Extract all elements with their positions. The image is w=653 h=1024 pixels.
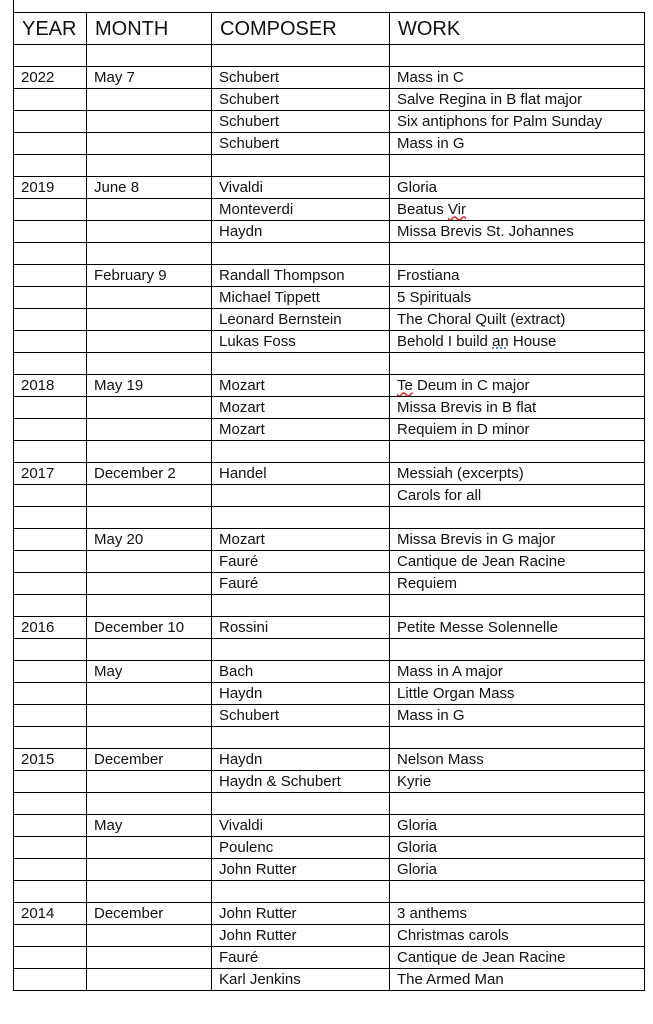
- work-cell: Gloria: [390, 837, 645, 859]
- year-cell: [14, 221, 87, 243]
- table-row: [14, 551, 645, 573]
- month-cell: May: [87, 661, 212, 683]
- year-cell: 2014: [14, 903, 87, 925]
- header-month: MONTH: [87, 13, 212, 45]
- year-cell: [14, 419, 87, 441]
- year-cell: 2018: [14, 375, 87, 397]
- work-cell: [390, 353, 645, 375]
- year-cell: [14, 287, 87, 309]
- work-cell: Te Deum in C major: [390, 375, 645, 397]
- work-cell: Cantique de Jean Racine: [390, 551, 645, 573]
- month-cell: May: [87, 815, 212, 837]
- work-cell: Missa Brevis in B flat: [390, 397, 645, 419]
- year-cell: [14, 89, 87, 111]
- composer-cell: Haydn: [212, 749, 390, 771]
- table-row: [14, 243, 645, 265]
- work-cell: [390, 881, 645, 903]
- composer-cell: Fauré: [212, 551, 390, 573]
- composer-cell: Schubert: [212, 133, 390, 155]
- year-cell: 2017: [14, 463, 87, 485]
- month-cell: December: [87, 749, 212, 771]
- year-cell: [14, 947, 87, 969]
- work-cell: [390, 595, 645, 617]
- year-cell: [14, 705, 87, 727]
- table-row: [14, 221, 645, 243]
- month-cell: [87, 89, 212, 111]
- year-cell: 2015: [14, 749, 87, 771]
- composer-cell: [212, 353, 390, 375]
- year-cell: [14, 331, 87, 353]
- work-cell: [390, 507, 645, 529]
- year-cell: [14, 661, 87, 683]
- work-cell: Six antiphons for Palm Sunday: [390, 111, 645, 133]
- table-row: [14, 749, 645, 771]
- work-cell: Christmas carols: [390, 925, 645, 947]
- table-row: [14, 529, 645, 551]
- table-row: [14, 375, 645, 397]
- month-cell: [87, 353, 212, 375]
- month-cell: [87, 771, 212, 793]
- year-cell: [14, 353, 87, 375]
- composer-cell: Michael Tippett: [212, 287, 390, 309]
- table-row: [14, 353, 645, 375]
- month-cell: [87, 111, 212, 133]
- table-row: [14, 705, 645, 727]
- work-cell: Mass in A major: [390, 661, 645, 683]
- composer-cell: [212, 881, 390, 903]
- work-cell: [390, 639, 645, 661]
- composer-cell: [212, 595, 390, 617]
- month-cell: May 19: [87, 375, 212, 397]
- year-cell: [14, 133, 87, 155]
- year-cell: [14, 265, 87, 287]
- composer-cell: Monteverdi: [212, 199, 390, 221]
- month-cell: [87, 309, 212, 331]
- composer-cell: Schubert: [212, 67, 390, 89]
- table-row: [14, 89, 645, 111]
- month-cell: [87, 683, 212, 705]
- year-cell: [14, 595, 87, 617]
- year-cell: [14, 485, 87, 507]
- work-cell: Kyrie: [390, 771, 645, 793]
- month-cell: [87, 551, 212, 573]
- composer-cell: Vivaldi: [212, 177, 390, 199]
- year-cell: [14, 727, 87, 749]
- table-top-edge: [13, 0, 14, 12]
- composer-cell: John Rutter: [212, 903, 390, 925]
- month-cell: May 20: [87, 529, 212, 551]
- year-cell: [14, 815, 87, 837]
- work-cell: Nelson Mass: [390, 749, 645, 771]
- month-cell: [87, 837, 212, 859]
- table-row: [14, 265, 645, 287]
- month-cell: [87, 397, 212, 419]
- work-cell: [390, 45, 645, 67]
- year-cell: [14, 243, 87, 265]
- composer-cell: [212, 243, 390, 265]
- year-cell: [14, 155, 87, 177]
- composer-cell: Fauré: [212, 573, 390, 595]
- table-row: [14, 507, 645, 529]
- table-row: [14, 881, 645, 903]
- composer-cell: [212, 639, 390, 661]
- composer-cell: [212, 155, 390, 177]
- year-cell: [14, 837, 87, 859]
- composer-cell: John Rutter: [212, 925, 390, 947]
- month-cell: [87, 969, 212, 991]
- year-cell: [14, 111, 87, 133]
- year-cell: [14, 969, 87, 991]
- table-row: [14, 771, 645, 793]
- table-row: [14, 969, 645, 991]
- composer-cell: Schubert: [212, 705, 390, 727]
- month-cell: [87, 441, 212, 463]
- month-cell: [87, 419, 212, 441]
- month-cell: [87, 947, 212, 969]
- composer-cell: [212, 507, 390, 529]
- table-row: [14, 573, 645, 595]
- table-row: [14, 595, 645, 617]
- table-row: [14, 903, 645, 925]
- year-cell: [14, 683, 87, 705]
- year-cell: 2022: [14, 67, 87, 89]
- month-cell: [87, 925, 212, 947]
- month-cell: [87, 595, 212, 617]
- table-row: [14, 617, 645, 639]
- work-cell: Cantique de Jean Racine: [390, 947, 645, 969]
- header-composer: COMPOSER: [212, 13, 390, 45]
- table-row: [14, 793, 645, 815]
- composer-cell: Mozart: [212, 529, 390, 551]
- table-row: [14, 397, 645, 419]
- table-row: [14, 133, 645, 155]
- year-cell: [14, 859, 87, 881]
- month-cell: [87, 705, 212, 727]
- month-cell: [87, 287, 212, 309]
- work-cell: Beatus Vir: [390, 199, 645, 221]
- composer-cell: Lukas Foss: [212, 331, 390, 353]
- work-cell: Petite Messe Solennelle: [390, 617, 645, 639]
- month-cell: June 8: [87, 177, 212, 199]
- table-row: [14, 419, 645, 441]
- composer-cell: Leonard Bernstein: [212, 309, 390, 331]
- composer-cell: [212, 727, 390, 749]
- work-cell: [390, 793, 645, 815]
- year-cell: [14, 771, 87, 793]
- month-cell: [87, 243, 212, 265]
- table-row: [14, 155, 645, 177]
- table-row: [14, 45, 645, 67]
- table-row: [14, 111, 645, 133]
- work-cell: Requiem in D minor: [390, 419, 645, 441]
- composer-cell: Haydn & Schubert: [212, 771, 390, 793]
- year-cell: [14, 925, 87, 947]
- work-cell: Missa Brevis St. Johannes: [390, 221, 645, 243]
- month-cell: May 7: [87, 67, 212, 89]
- table-row: [14, 441, 645, 463]
- table-row: [14, 859, 645, 881]
- work-cell: [390, 155, 645, 177]
- table-row: [14, 683, 645, 705]
- work-cell: Frostiana: [390, 265, 645, 287]
- work-cell: Mass in G: [390, 705, 645, 727]
- work-cell: The Armed Man: [390, 969, 645, 991]
- month-cell: [87, 573, 212, 595]
- composer-cell: Schubert: [212, 89, 390, 111]
- work-cell: Behold I build an House: [390, 331, 645, 353]
- month-cell: December 10: [87, 617, 212, 639]
- header-row: [14, 13, 645, 45]
- table-row: [14, 815, 645, 837]
- year-cell: [14, 441, 87, 463]
- year-cell: [14, 529, 87, 551]
- year-cell: 2019: [14, 177, 87, 199]
- composer-cell: John Rutter: [212, 859, 390, 881]
- year-cell: [14, 199, 87, 221]
- composer-cell: Haydn: [212, 221, 390, 243]
- work-cell: Mass in G: [390, 133, 645, 155]
- composer-cell: Rossini: [212, 617, 390, 639]
- month-cell: [87, 133, 212, 155]
- year-cell: [14, 573, 87, 595]
- month-cell: [87, 793, 212, 815]
- work-cell: Requiem: [390, 573, 645, 595]
- month-cell: [87, 45, 212, 67]
- month-cell: [87, 859, 212, 881]
- composer-cell: Poulenc: [212, 837, 390, 859]
- year-cell: [14, 881, 87, 903]
- year-cell: [14, 397, 87, 419]
- table-row: [14, 485, 645, 507]
- year-cell: 2016: [14, 617, 87, 639]
- composer-cell: [212, 441, 390, 463]
- work-cell: 5 Spirituals: [390, 287, 645, 309]
- year-cell: [14, 639, 87, 661]
- table-row: [14, 661, 645, 683]
- composer-cell: [212, 45, 390, 67]
- year-cell: [14, 507, 87, 529]
- work-cell: [390, 727, 645, 749]
- composer-cell: [212, 485, 390, 507]
- month-cell: [87, 881, 212, 903]
- work-cell: 3 anthems: [390, 903, 645, 925]
- composer-cell: Karl Jenkins: [212, 969, 390, 991]
- table-row: [14, 837, 645, 859]
- table-row: [14, 177, 645, 199]
- table-row: [14, 727, 645, 749]
- work-cell: Missa Brevis in G major: [390, 529, 645, 551]
- month-cell: [87, 199, 212, 221]
- table-row: [14, 639, 645, 661]
- table-row: [14, 287, 645, 309]
- month-cell: [87, 155, 212, 177]
- table-row: [14, 463, 645, 485]
- month-cell: December 2: [87, 463, 212, 485]
- composer-cell: Fauré: [212, 947, 390, 969]
- work-cell: Gloria: [390, 859, 645, 881]
- work-cell: The Choral Quilt (extract): [390, 309, 645, 331]
- work-cell: Carols for all: [390, 485, 645, 507]
- work-cell: Gloria: [390, 177, 645, 199]
- table-row: [14, 199, 645, 221]
- composer-cell: [212, 793, 390, 815]
- month-cell: December: [87, 903, 212, 925]
- work-cell: [390, 441, 645, 463]
- work-cell: Mass in C: [390, 67, 645, 89]
- composer-cell: Mozart: [212, 375, 390, 397]
- composer-cell: Bach: [212, 661, 390, 683]
- composer-cell: Handel: [212, 463, 390, 485]
- table-row: [14, 309, 645, 331]
- table-row: [14, 67, 645, 89]
- year-cell: [14, 793, 87, 815]
- table-row: [14, 947, 645, 969]
- month-cell: [87, 639, 212, 661]
- spellcheck-underline: an: [492, 332, 509, 350]
- work-cell: Salve Regina in B flat major: [390, 89, 645, 111]
- composer-cell: Mozart: [212, 419, 390, 441]
- composer-cell: Randall Thompson: [212, 265, 390, 287]
- header-year: YEAR: [14, 13, 87, 45]
- header-work: WORK: [390, 13, 645, 45]
- month-cell: [87, 507, 212, 529]
- month-cell: February 9: [87, 265, 212, 287]
- concert-repertoire-table: [13, 12, 645, 991]
- composer-cell: Vivaldi: [212, 815, 390, 837]
- month-cell: [87, 331, 212, 353]
- composer-cell: Haydn: [212, 683, 390, 705]
- spellcheck-underline: Vir: [447, 200, 466, 218]
- year-cell: [14, 551, 87, 573]
- composer-cell: Mozart: [212, 397, 390, 419]
- work-cell: Messiah (excerpts): [390, 463, 645, 485]
- year-cell: [14, 45, 87, 67]
- table-row: [14, 925, 645, 947]
- spellcheck-underline: Te: [397, 376, 413, 394]
- year-cell: [14, 309, 87, 331]
- work-cell: Gloria: [390, 815, 645, 837]
- table-row: [14, 331, 645, 353]
- work-cell: Little Organ Mass: [390, 683, 645, 705]
- month-cell: [87, 221, 212, 243]
- month-cell: [87, 485, 212, 507]
- month-cell: [87, 727, 212, 749]
- work-cell: [390, 243, 645, 265]
- composer-cell: Schubert: [212, 111, 390, 133]
